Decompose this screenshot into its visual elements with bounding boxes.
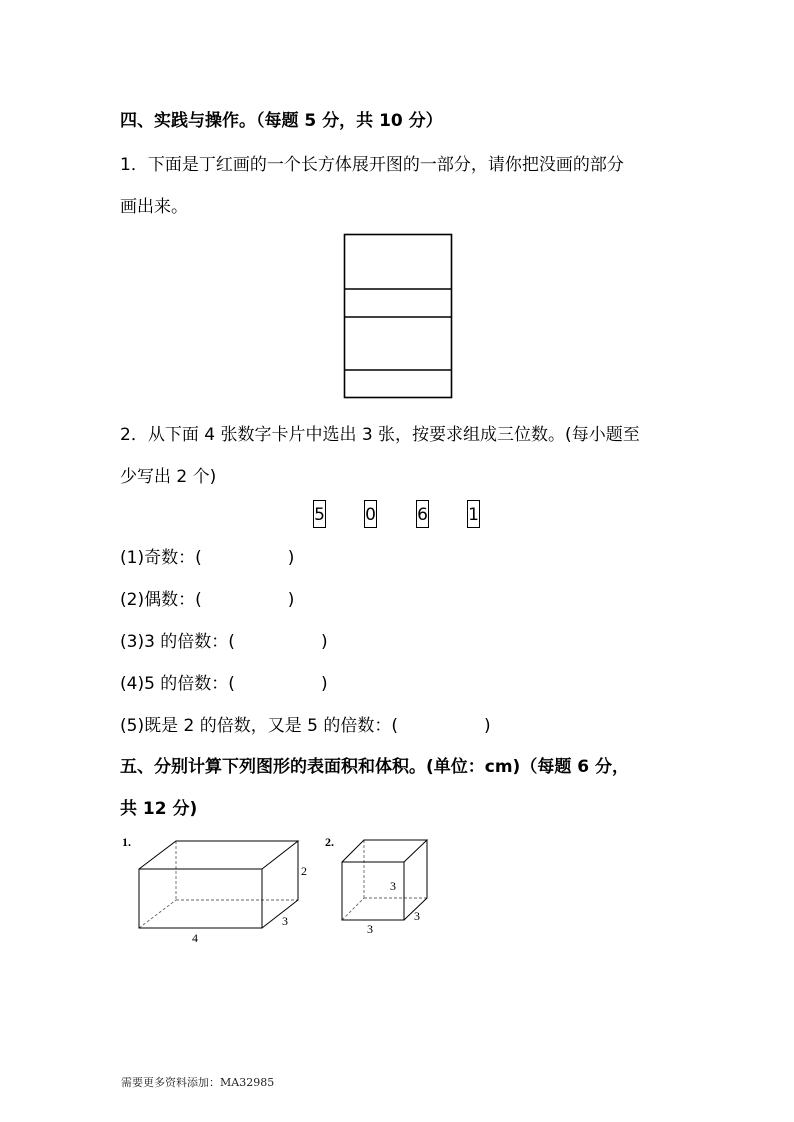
right-face [262,841,298,928]
answer-item-odd [120,543,294,568]
number-card-6: 6 [416,500,429,528]
answer-item-close: ) [483,716,491,736]
answer-item-close: ) [287,548,295,568]
hidden-edge [342,898,364,920]
net-outline [345,235,452,398]
question-2-line-2: 少写出 2 个) [120,467,217,487]
answer-item-label: (4)5 的倍数：( [120,674,235,694]
right-edge-label: 3 [414,909,420,923]
section-4-title: 四、实践与操作。（每题 5 分，共 10 分） [120,111,443,131]
answer-item-even [120,585,294,610]
hidden-edge [139,900,176,928]
cuboid-net-figure [340,230,456,402]
section-5-title-line-2: 共 12 分) [120,799,198,819]
top-face [342,840,427,862]
answer-item-label: (1)奇数：( [120,548,202,568]
question-1-line-1: 1．下面是丁红画的一个长方体展开图的一部分，请你把没画的部分 [120,155,624,175]
number-card-1: 1 [467,500,480,528]
answer-item-close: ) [320,632,328,652]
answer-item-label: (5)既是 2 的倍数，又是 5 的倍数：( [120,716,398,736]
width-label: 3 [282,914,288,928]
question-2-line-1: 2．从下面 4 张数字卡片中选出 3 张，按要求组成三位数。(每小题至 [120,425,640,445]
length-label: 4 [192,931,198,945]
top-face [139,841,298,869]
answer-item-close: ) [287,590,295,610]
footer-note: 需要更多资料添加：MA32985 [121,1076,275,1089]
question-1-line-2: 画出来。 [120,197,188,217]
bottom-edge-label: 3 [367,922,373,936]
cuboid-figure-1 [115,828,315,950]
answer-item-label: (3)3 的倍数：( [120,632,235,652]
number-card-0: 0 [364,500,377,528]
answer-item-label: (2)偶数：( [120,590,202,610]
answer-item-close: ) [320,674,328,694]
number-card-5: 5 [313,500,326,528]
answer-item-multiple-of-3 [120,627,328,652]
answer-item-multiple-of-2-and-5 [120,711,491,736]
right-face [404,840,427,920]
height-label: 2 [301,864,307,878]
cube-figure-2 [320,828,440,940]
front-face [139,869,262,928]
figure-2-label: 2. [325,835,334,849]
figure-1-label: 1. [122,835,131,849]
answer-item-multiple-of-5 [120,669,328,694]
inner-edge-label: 3 [390,879,396,893]
section-5-title-line-1: 五、分别计算下列图形的表面积和体积。(单位：cm)（每题 6 分， [120,757,629,777]
